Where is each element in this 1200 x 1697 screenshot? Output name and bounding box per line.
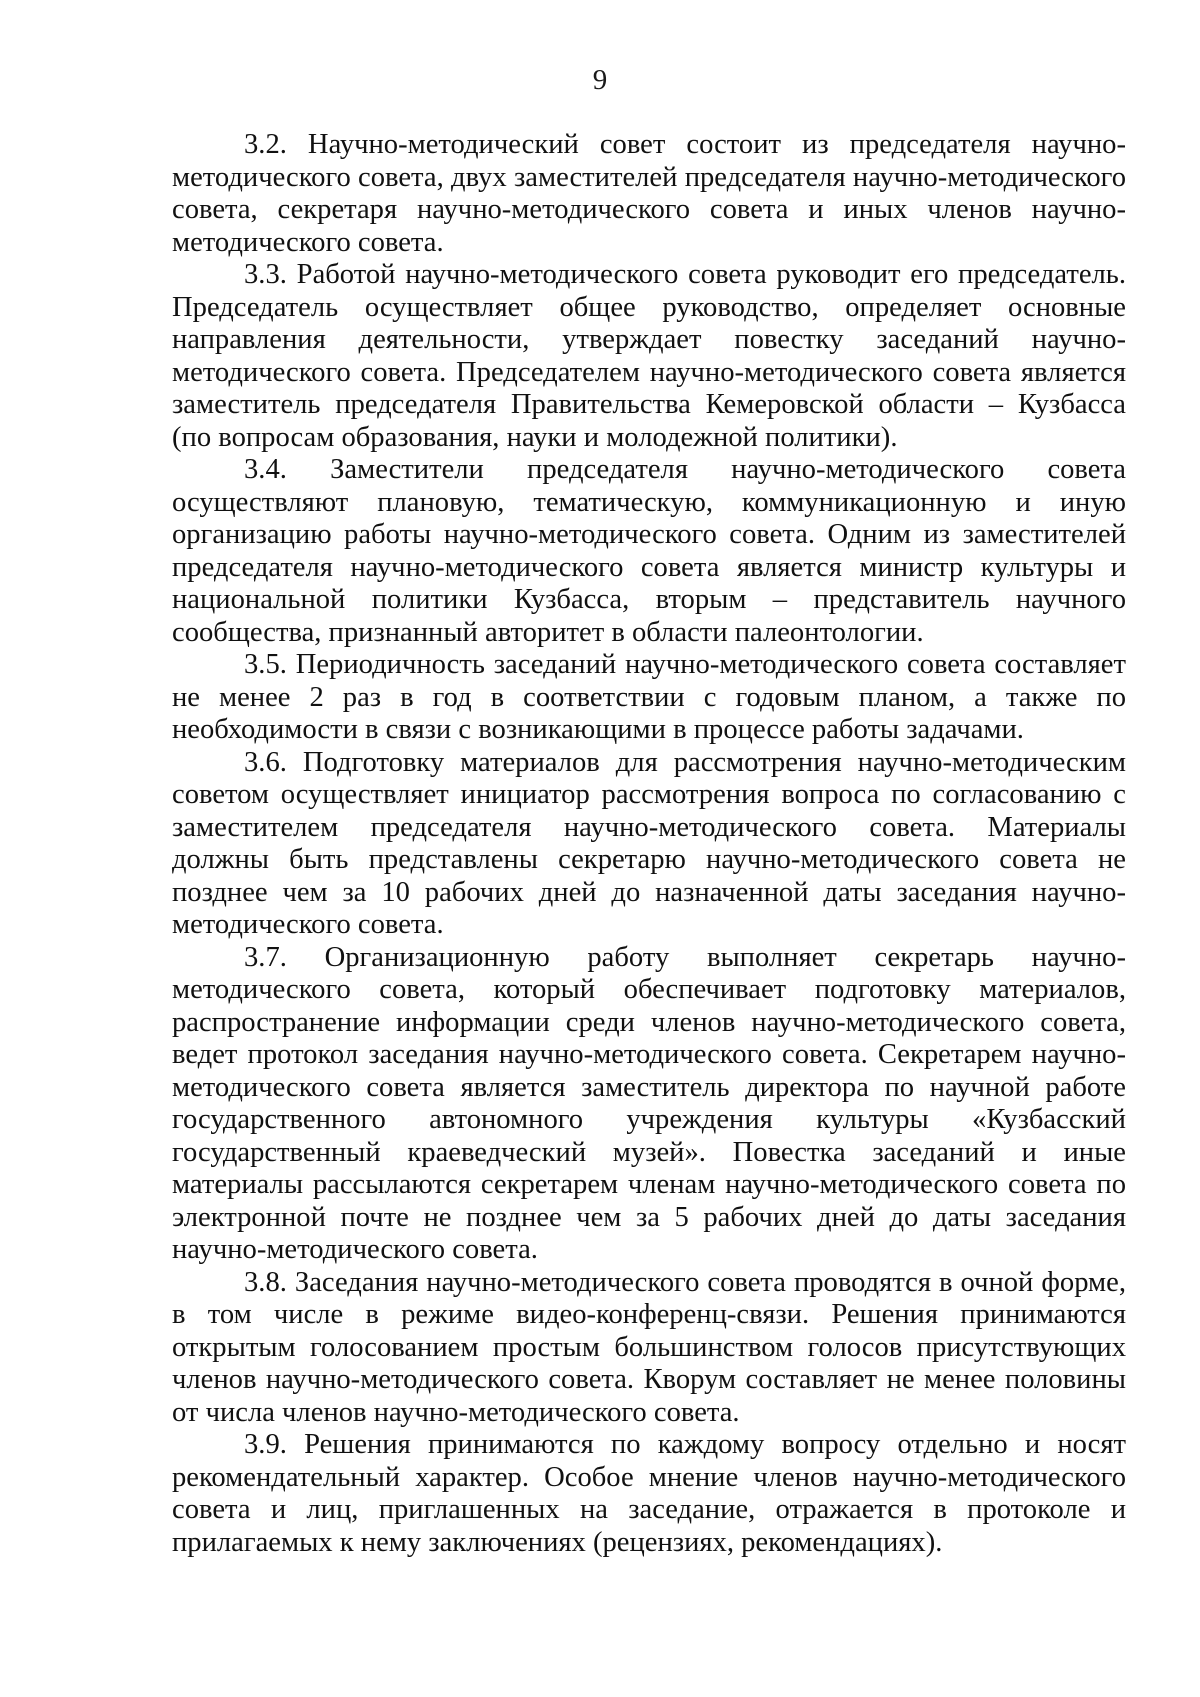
document-body: [172, 129, 1126, 1559]
page-number: 9: [592, 64, 608, 96]
paragraph-3-4: 3.4. Заместители председателя научно-методического совета осуществляют плановую, тематическую, коммуникационную и иную организацию работы научно-методического совета. Одним из заместителей председателя научно-методического совета является министр культуры и национальной политики Кузбасса, вторым – представитель научного сообщества, признанный авторитет в области палеонтологии.: [172, 454, 1126, 648]
paragraph-3-8: 3.8. Заседания научно-методического совета проводятся в очной форме, в том числе в режиме видео-конференц-связи. Решения принимаются открытым голосованием простым большинством голосов присутствующих членов научно-методического совета. Кворум составляет не менее половины от числа членов научно-методического совета.: [172, 1266, 1126, 1428]
paragraph-3-9: 3.9. Решения принимаются по каждому вопросу отдельно и носят рекомендательный характер. Особое мнение членов научно-методического совета и лиц, приглашенных на заседание, отражается в протоколе и прилагаемых к нему заключениях (рецензиях, рекомендациях).: [172, 1429, 1126, 1558]
paragraph-3-2: 3.2. Научно-методический совет состоит из председателя научно-методического совета, двух заместителей председателя научно-методического совета, секретаря научно-методического совета и иных членов научно-методического совета.: [172, 129, 1126, 258]
paragraph-3-6: 3.6. Подготовку материалов для рассмотрения научно-методическим советом осуществляет инициатор рассмотрения вопроса по согласованию с заместителем председателя научно-методического совета. Материалы должны быть представлены секретарю научно-методического совета не позднее чем за 10 рабочих дней до назначенной даты заседания научно-методического совета.: [172, 746, 1126, 940]
paragraph-3-5: 3.5. Периодичность заседаний научно-методического совета составляет не менее 2 раз в год в соответствии с годовым планом, а также по необходимости в связи с возникающими в процессе работы задачами.: [172, 649, 1126, 745]
paragraph-3-7: 3.7. Организационную работу выполняет секретарь научно-методического совета, который обеспечивает подготовку материалов, распространение информации среди членов научно-методического совета, ведет протокол заседания научно-методического совета. Секретарем научно-методического совета является заместитель директора по научной работе государственного автономного учреждения культуры «Кузбасский государственный краеведческий музей». Повестка заседаний и иные материалы рассылаются секретарем членам научно-методического совета по электронной почте не позднее чем за 5 рабочих дней до даты заседания научно-методического совета.: [172, 941, 1126, 1265]
paragraph-3-3: 3.3. Работой научно-методического совета руководит его председатель. Председатель осуществляет общее руководство, определяет основные направления деятельности, утверждает повестку заседаний научно-методического совета. Председателем научно-методического совета является заместитель председателя Правительства Кемеровской области – Кузбасса (по вопросам образования, науки и молодежной политики).: [172, 259, 1126, 453]
